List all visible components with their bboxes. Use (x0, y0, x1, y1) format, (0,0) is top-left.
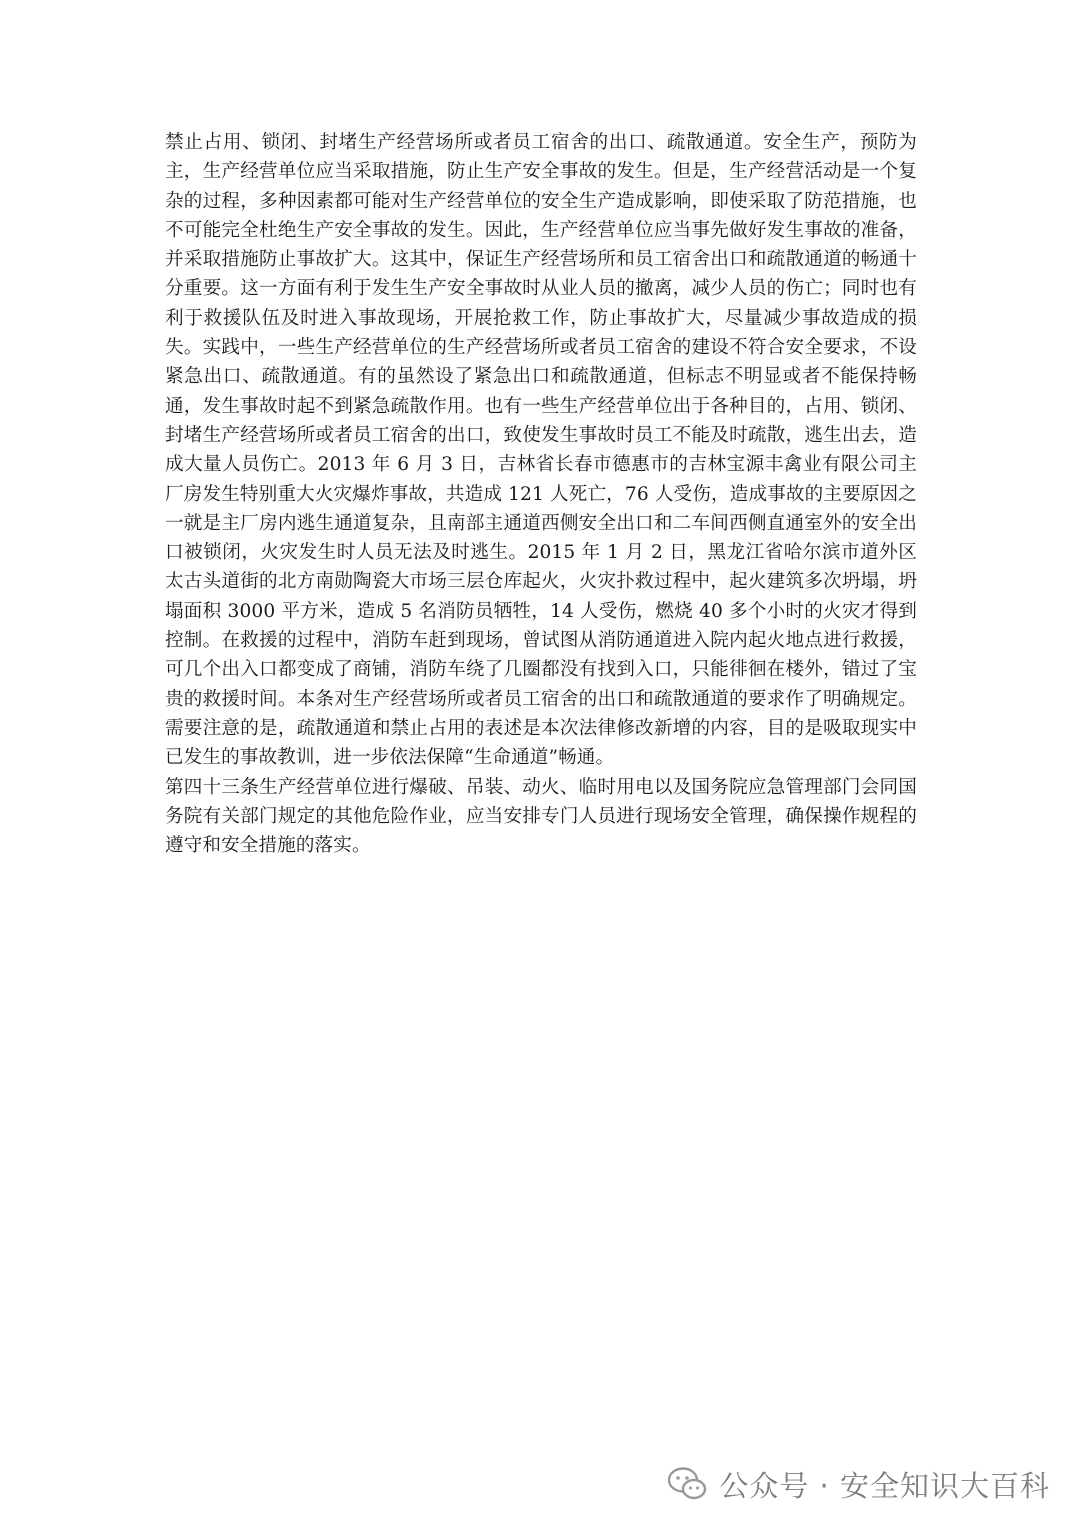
watermark-text: 公众号 · 安全知识大百科 (719, 1468, 1050, 1503)
wechat-watermark (667, 1456, 1050, 1512)
article-body (165, 128, 917, 860)
paragraph-evacuation-exits: 禁止占用、锁闭、封堵生产经营场所或者员工宿舍的出口、疏散通道。安全生产，预防为主，生产经营单位应当采取措施，防止生产安全事故的发生。但是，生产经营活动是一个复杂的过程，多种因素都可能对生产经营单位的安全生产造成影响，即使采取了防范措施，也不可能完全杜绝生产安全事故的发生。因此，生产经营单位应当事先做好发生事故的准备，并采取措施防止事故扩大。这其中，保证生产经营场所和员工宿舍出口和疏散通道的畅通十分重要。这一方面有利于发生生产安全事故时从业人员的撤离，减少人员的伤亡；同时也有利于救援队伍及时进入事故现场，开展抢救工作，防止事故扩大，尽量减少事故造成的损失。实践中，一些生产经营单位的生产经营场所或者员工宿舍的建设不符合安全要求，不设紧急出口、疏散通道。有的虽然设了紧急出口和疏散通道，但标志不明显或者不能保持畅通，发生事故时起不到紧急疏散作用。也有一些生产经营单位出于各种目的，占用、锁闭、封堵生产经营场所或者员工宿舍的出口，致使发生事故时员工不能及时疏散，逃生出去，造成大量人员伤亡。2013 年 6 月 3 日，吉林省长春市德惠市的吉林宝源丰禽业有限公司主厂房发生特别重大火灾爆炸事故，共造成 121 人死亡，76 人受伤，造成事故的主要原因之一就是主厂房内逃生通道复杂，且南部主通道西侧安全出口和二车间西侧直通室外的安全出口被锁闭，火灾发生时人员无法及时逃生。2015 年 1 月 2 日，黑龙江省哈尔滨市道外区太古头道街的北方南勋陶瓷大市场三层仓库起火，火灾扑救过程中，起火建筑多次坍塌，坍塌面积 3000 平方米，造成 5 名消防员牺牲，14 人受伤，燃烧 40 多个小时的火灾才得到控制。在救援的过程中，消防车赶到现场，曾试图从消防通道进入院内起火地点进行救援，可几个出入口都变成了商铺，消防车绕了几圈都没有找到入口，只能徘徊在楼外，错过了宝贵的救援时间。本条对生产经营场所或者员工宿舍的出口和疏散通道的要求作了明确规定。需要注意的是，疏散通道和禁止占用的表述是本次法律修改新增的内容，目的是吸取现实中已发生的事故教训，进一步依法保障“生命通道”畅通。 (165, 132, 917, 769)
paragraph-article-43: 第四十三条生产经营单位进行爆破、吊装、动火、临时用电以及国务院应急管理部门会同国务院有关部门规定的其他危险作业，应当安排专门人员进行现场安全管理，确保操作规程的遵守和安全措施的落实。 (165, 776, 917, 857)
wechat-icon (667, 1466, 707, 1502)
